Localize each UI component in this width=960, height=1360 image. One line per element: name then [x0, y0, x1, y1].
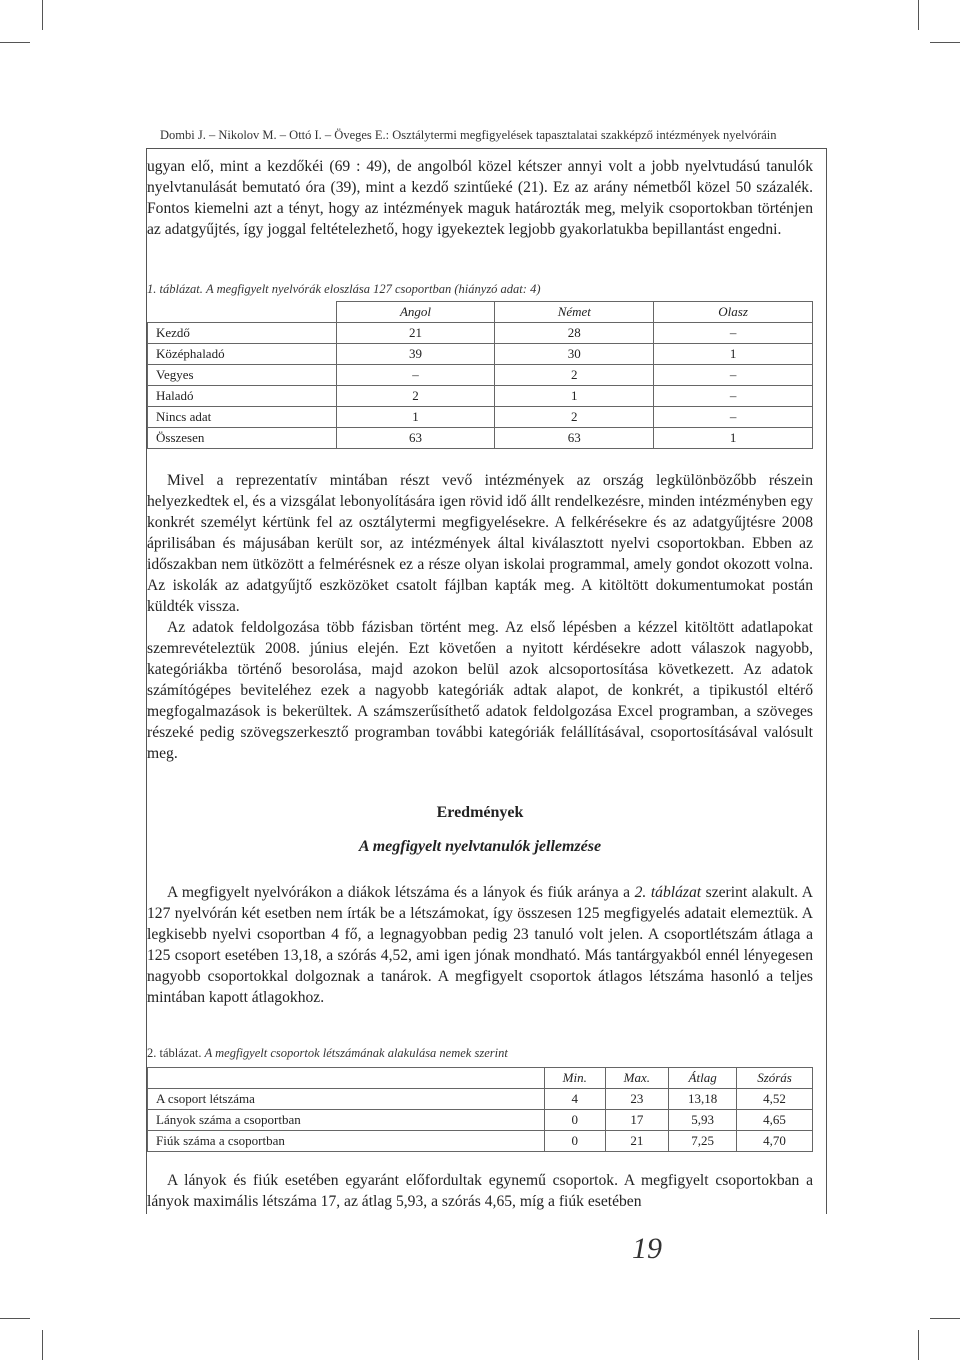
table1-cell: 28 [495, 323, 654, 344]
table2-cell: 0 [545, 1131, 606, 1152]
crop-mark [42, 0, 43, 30]
table1-header-row [148, 302, 813, 323]
table2-col-header: Min. [545, 1068, 606, 1089]
table1-col-header: Olasz [654, 302, 813, 323]
table-row [148, 1089, 813, 1110]
table1-row-label: Kezdő [148, 323, 337, 344]
table1-row-label: Összesen [148, 428, 337, 449]
table2-cell: 4,52 [737, 1089, 813, 1110]
table1-col-header: Német [495, 302, 654, 323]
paragraph-2: Mivel a reprezentatív mintában részt vevő intézmények az ország legkülönbözőbb részein helyezkedtek el, és a vizsgálat lebonyolítására igen rövid idő állt rendelkezésre, minden intézményben egy konkrét személyt kértünk fel az osztálytermi megfigyelésekre. A felkérésekre és az adatgyűjtésre 2008 áprilisában és májusában került sor, az intézmények által kiválasztott nyelvi csoportokban. Ebben az időszakban nem ütközött a felmérésnek ez a része olyan iskolai programmal, amely gondot okozott volna. Az iskolák az adatgyűjtő eszközöket csatolt fájlban kapták meg. A kitöltött dokumentumokat postán küldték vissza. [147, 472, 813, 615]
table2-cell: 5,93 [669, 1110, 737, 1131]
table1-cell: – [654, 386, 813, 407]
right-margin-rule [826, 148, 827, 1214]
crop-mark [0, 1318, 30, 1319]
crop-mark [42, 1330, 43, 1360]
crop-mark [930, 1318, 960, 1319]
table2-corner-cell [148, 1068, 545, 1089]
table2-header-row [148, 1068, 813, 1089]
subsection-title: A megfigyelt nyelvtanulók jellemzése [358, 838, 602, 855]
table1-cell: 63 [495, 428, 654, 449]
table1-row-label: Nincs adat [148, 407, 337, 428]
crop-mark [930, 42, 960, 43]
table2-cell: 4,65 [737, 1110, 813, 1131]
paragraph-block-final [147, 1170, 813, 1212]
table1-caption-text: A megfigyelt nyelvórák eloszlása 127 csoportban (hiányzó adat: 4) [206, 282, 541, 296]
table2-cell: 4 [545, 1089, 606, 1110]
table1-cell: 21 [336, 323, 495, 344]
table-row [148, 365, 813, 386]
table2-caption [147, 1046, 508, 1061]
table2-row-label: A csoport létszáma [148, 1089, 545, 1110]
table2-cell: 23 [605, 1089, 669, 1110]
table2-col-header: Szórás [737, 1068, 813, 1089]
table1-col-header: Angol [336, 302, 495, 323]
table1-cell: 2 [336, 386, 495, 407]
paragraph-4-start: A megfigyelt nyelvórákon a diákok létszáma és a lányok és fiúk aránya a [167, 884, 635, 901]
table1-caption-label: 1. táblázat. [147, 282, 203, 296]
table1-row-label: Középhaladó [148, 344, 337, 365]
paragraph-block-method [147, 470, 813, 764]
table2-caption-text: A megfigyelt csoportok létszámának alakulása nemek szerint [204, 1046, 508, 1060]
table1-caption [147, 282, 540, 297]
table-2 [147, 1067, 813, 1152]
table-row [148, 407, 813, 428]
table2-cell: 4,70 [737, 1131, 813, 1152]
paragraph-block-results [147, 882, 813, 1008]
paragraph-4-rest: szerint alakult. A 127 nyelvórán két esetben nem írták be a létszámokat, így összesen 125 megfigyelés adatait elemeztük. A legkisebb nyelvi csoportban 4 fő, a legnagyobban pedig 23 tanuló volt jelen. A csoportlétszám átlaga a 125 csoport esetében 13,18, a szórás 4,52, ami igen jónak mondható. Más tantárgyakból ennél lényegesen nagyobb csoportokkal dolgoznak a tanárok. A megfigyelt csoportok átlagos létszáma hasonló a teljes mintában kapott átlagokhoz. [147, 884, 813, 1006]
table1-cell: – [654, 365, 813, 386]
table1-cell: – [654, 323, 813, 344]
table-row [148, 323, 813, 344]
table1-row-label: Vegyes [148, 365, 337, 386]
table2-cell: 21 [605, 1131, 669, 1152]
table-row [148, 386, 813, 407]
crop-mark [0, 42, 30, 43]
table1-cell: – [654, 407, 813, 428]
table1-cell: 2 [495, 365, 654, 386]
table1-cell: – [336, 365, 495, 386]
table2-col-header: Átlag [669, 1068, 737, 1089]
table2-cell: 0 [545, 1110, 606, 1131]
paragraph-1: ugyan elő, mint a kezdőkéi (69 : 49), de angolból közel kétszer annyi volt a jobb nyelvtudású tanulók nyelvtanulását bemutató óra (39), mint a kezdő szintűeké (21). Ez az arány németből közel 50 százalék. Fontos kiemelni azt a tényt, hogy az intézmények maguk határozták meg, melyik csoportokban történjen az adatgyűjtés, így joggal feltételezhető, hogy igyekeztek legjobb gyakorlatukba bepillantást engedni. [147, 158, 813, 238]
paragraph-4 [147, 882, 813, 1008]
table-row [148, 1131, 813, 1152]
table1-cell: 63 [336, 428, 495, 449]
table2-col-header: Max. [605, 1068, 669, 1089]
table1-cell: 39 [336, 344, 495, 365]
table1-cell: 1 [336, 407, 495, 428]
table1-row-label: Haladó [148, 386, 337, 407]
table1-cell: 2 [495, 407, 654, 428]
table2-caption-label: 2. táblázat. [147, 1046, 202, 1060]
table1-cell: 30 [495, 344, 654, 365]
page-number: 19 [632, 1232, 662, 1265]
table-1 [147, 301, 813, 449]
table2-row-label: Fiúk száma a csoportban [148, 1131, 545, 1152]
running-head: Dombi J. – Nikolov M. – Ottó I. – Öveges E.: Osztálytermi megfigyelések tapasztalatai szakképző intézmények nyelvóráin [160, 128, 777, 142]
table-row [148, 344, 813, 365]
table1-corner-cell [148, 302, 337, 323]
table-row [148, 428, 813, 449]
table2-row-label: Lányok száma a csoportban [148, 1110, 545, 1131]
table2-reference: 2. táblázat [634, 884, 702, 901]
table-row [148, 1110, 813, 1131]
table1-cell: 1 [654, 428, 813, 449]
table1-cell: 1 [495, 386, 654, 407]
table2-cell: 13,18 [669, 1089, 737, 1110]
paragraph-3: Az adatok feldolgozása több fázisban történt meg. Az első lépésben a kézzel kitöltött adatlapokat szemrevételeztük 2008. június elején. Ezt követően a nyitott kérdésekre adott válaszok nagyobb, kategóriákba történő besorolása, majd azokon belül azok alcsoportosítása következett. Az adatok számítógépes beviteléhez ezek a nagyobb kategóriák adtak alapot, de konkrét, a tipikustól eltérő megfogalmazások is bekerültek. A számszerűsíthető adatok feldolgozása Excel programban, a szöveges részeké pedig szövegszerkesztő programban további kategóriák felállításával, csoportosításával valósult meg. [147, 619, 813, 762]
table1-cell: 1 [654, 344, 813, 365]
table2-cell: 7,25 [669, 1131, 737, 1152]
paragraph-5: A lányok és fiúk esetében egyaránt előfordultak egynemű csoportok. A megfigyelt csoportokban a lányok maximális létszáma 17, az átlag 5,93, a szórás 4,65, míg a fiúk esetében [147, 1172, 813, 1210]
paragraph-intro [147, 156, 813, 240]
crop-mark [918, 1330, 919, 1360]
crop-mark [918, 0, 919, 30]
table2-cell: 17 [605, 1110, 669, 1131]
header-rule [146, 148, 826, 149]
section-title: Eredmények [436, 804, 524, 821]
